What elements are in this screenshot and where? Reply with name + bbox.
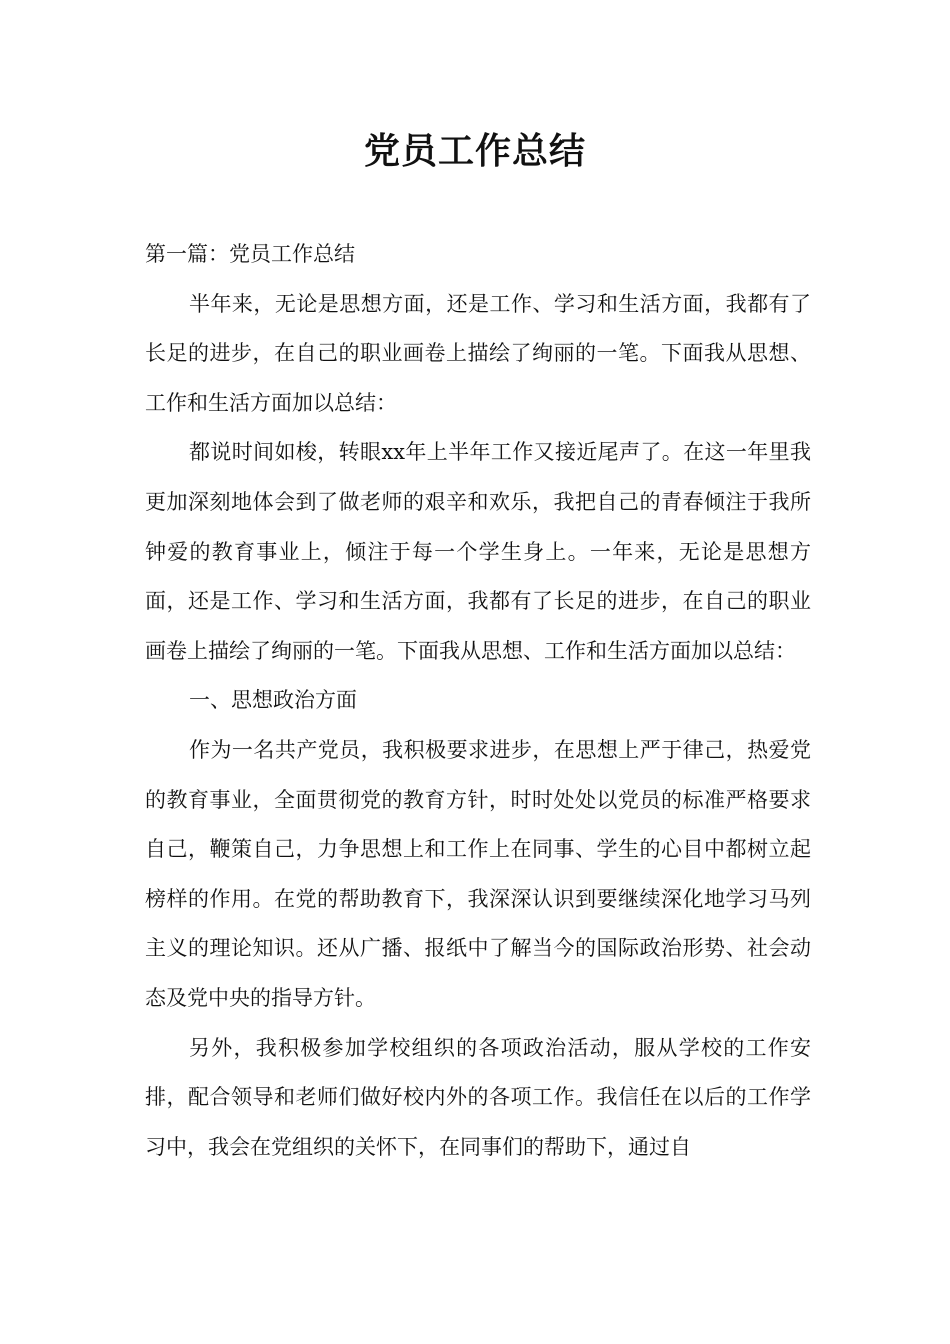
document-body — [145, 230, 811, 1172]
paragraph: 半年来，无论是思想方面，还是工作、学习和生活方面，我都有了长足的进步，在自己的职业画卷上描绘了绚丽的一笔。下面我从思想、工作和生活方面加以总结： — [145, 291, 811, 415]
paragraph: 另外，我积极参加学校组织的各项政治活动，服从学校的工作安排，配合领导和老师们做好校内外的各项工作。我信任在以后的工作学习中，我会在党组织的关怀下，在同事们的帮助下，通过自 — [145, 1035, 811, 1159]
paragraph: 作为一名共产党员，我积极要求进步，在思想上严于律己，热爱党的教育事业，全面贯彻党的教育方针，时时处处以党员的标准严格要求自己，鞭策自己，力争思想上和工作上在同事、学生的心目中都树立起榜样的作用。在党的帮助教育下，我深深认识到要继续深化地学习马列主义的理论知识。还从广播、报纸中了解当今的国际政治形势、社会动态及党中央的指导方针。 — [145, 737, 811, 1010]
paragraph: 都说时间如梭，转眼xx年上半年工作又接近尾声了。在这一年里我更加深刻地体会到了做老师的艰辛和欢乐，我把自己的青春倾注于我所钟爱的教育事业上，倾注于每一个学生身上。一年来，无论是思想方面，还是工作、学习和生活方面，我都有了长足的进步，在自己的职业画卷上描绘了绚丽的一笔。下面我从思想、工作和生活方面加以总结： — [145, 440, 811, 663]
document-title: 党员工作总结 — [363, 131, 586, 172]
section-heading: 第一篇：党员工作总结 — [145, 242, 355, 266]
subsection-heading: 一、思想政治方面 — [189, 688, 357, 713]
